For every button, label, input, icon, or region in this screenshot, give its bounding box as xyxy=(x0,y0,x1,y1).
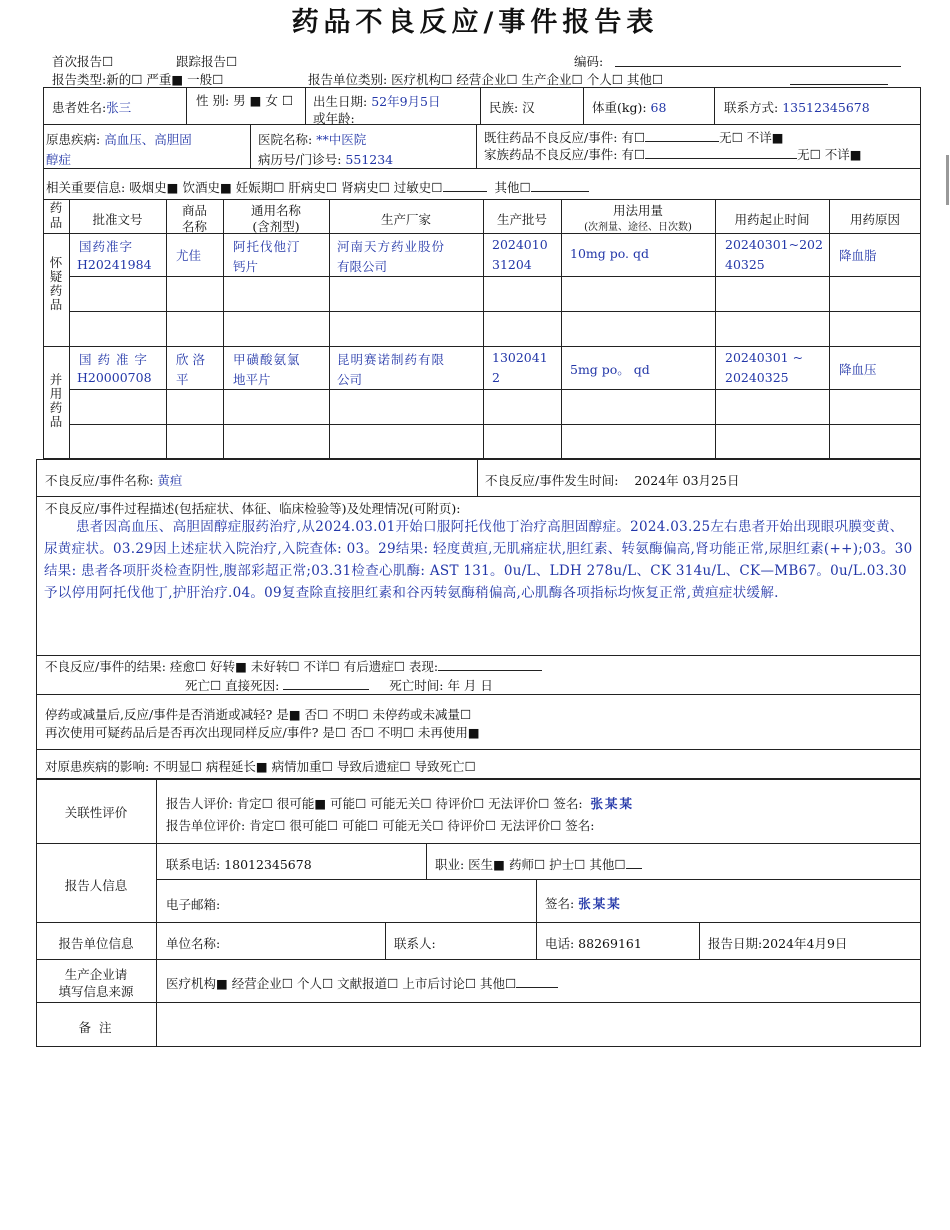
col-usage-2: (次剂量、途径、日次数) xyxy=(584,222,692,233)
dob-label: 出生日期: xyxy=(313,94,368,109)
source-label-2: 填写信息来源 xyxy=(58,984,134,999)
first-report-checkbox[interactable]: 首次报告☐ xyxy=(52,54,114,69)
unit-type[interactable]: 报告单位类别: 医疗机构☐ 经营企业☐ 生产企业☐ 个人☐ 其他☐ xyxy=(308,72,664,87)
weight-label: 体重(kg): xyxy=(592,100,647,115)
adr-time: 2024年 03月25日 xyxy=(634,473,740,488)
conc-usage: 5mg po。 qd xyxy=(570,362,650,377)
suspect-period: 20240301~202 xyxy=(725,237,823,252)
suspect-period-2: 40325 xyxy=(725,257,765,272)
patient-ethnic: 民族: 汉 xyxy=(489,100,535,115)
conc-approval-2: H20000708 xyxy=(77,370,152,385)
death-time: 死亡时间: 年 月 日 xyxy=(389,678,493,693)
disease-label: 原患疾病: xyxy=(46,132,101,147)
suspect-generic: 阿托伐他汀 xyxy=(233,239,301,254)
record-number: 551234 xyxy=(345,152,394,167)
unit-other-underline xyxy=(790,84,888,85)
adr-desc-label: 不良反应/事件过程描述(包括症状、体征、临床检验等)及处理情况(可附页): xyxy=(45,501,461,516)
col-usage: 用法用量 xyxy=(612,203,663,218)
conc-maker-2: 公司 xyxy=(337,372,363,387)
conc-period-2: 20240325 xyxy=(725,370,789,385)
source-label: 生产企业请 xyxy=(64,967,128,982)
reporter-evaluation[interactable]: 报告人评价: 肯定☐ 很可能■ 可能☐ 可能无关☐ 待评价☐ 无法评价☐ 签名: xyxy=(166,796,583,811)
suspect-brand: 尤佳 xyxy=(176,248,202,263)
relevance-label: 关联性评价 xyxy=(64,805,128,820)
disease-value-2: 醇症 xyxy=(46,152,72,167)
adr-time-label: 不良反应/事件发生时间: xyxy=(485,473,619,488)
conc-maker: 昆明赛诺制药有限 xyxy=(337,352,446,367)
suspect-reason: 降血脂 xyxy=(839,248,877,263)
report-type[interactable]: 报告类型:新的☐ 严重■ 一般☐ xyxy=(52,72,224,87)
disease-influence[interactable]: 对原患疾病的影响: 不明显☐ 病程延长■ 病情加重☐ 导致后遗症☐ 导致死亡☐ xyxy=(45,759,476,774)
unit-contact: 联系人: xyxy=(394,936,436,951)
col-brand: 商品 xyxy=(181,203,207,218)
page-title: 药品不良反应/事件报告表 xyxy=(291,7,659,38)
code-underline xyxy=(615,66,901,67)
patient-name: 张三 xyxy=(106,100,132,115)
col-generic: 通用名称 xyxy=(250,203,301,218)
contact-label: 联系方式: xyxy=(724,100,779,115)
patient-weight: 68 xyxy=(650,100,667,115)
suspect-maker: 河南天方药业股份 xyxy=(337,239,446,254)
disease-value: 高血压、高胆固 xyxy=(104,132,192,147)
conc-generic: 甲磺酸氨氯 xyxy=(233,352,301,367)
family-adr[interactable]: 家族药品不良反应/事件: 有☐ xyxy=(484,147,646,162)
suspect-approval-2: H20241984 xyxy=(77,257,152,272)
unit-evaluation[interactable]: 报告单位评价: 肯定☐ 很可能☐ 可能☐ 可能无关☐ 待评价☐ 无法评价☐ 签名: xyxy=(166,818,595,833)
conc-period: 20240301 ~ xyxy=(725,350,804,365)
concomitant-label: 并用药品 xyxy=(49,372,63,429)
conc-brand: 欣 洛 xyxy=(176,352,205,367)
patient-name-label: 患者姓名: xyxy=(52,100,107,115)
suspect-usage: 10mg po. qd xyxy=(570,246,649,261)
conc-reason: 降血压 xyxy=(839,362,877,377)
conc-batch: 1302041 xyxy=(492,350,548,365)
reporter-label: 报告人信息 xyxy=(64,878,128,893)
reporter-job[interactable]: 职业: 医生■ 药师☐ 护士☐ 其他☐ xyxy=(435,857,626,872)
conc-batch-2: 2 xyxy=(492,370,500,385)
conc-approval: 国 药 准 字 xyxy=(79,352,148,367)
col-reason: 用药原因 xyxy=(849,212,900,227)
unit-info-label: 报告单位信息 xyxy=(58,936,134,951)
col-brand-2: 名称 xyxy=(181,219,207,234)
stop-question[interactable]: 停药或减量后,反应/事件是否消逝或减轻? 是■ 否☐ 不明☐ 未停药或未减量☐ xyxy=(45,707,472,722)
source-options[interactable]: 医疗机构■ 经营企业☐ 个人☐ 文献报道☐ 上市后讨论☐ 其他☐ xyxy=(166,976,517,991)
suspect-generic-2: 钙片 xyxy=(233,259,259,274)
remark-label: 备 注 xyxy=(78,1020,114,1035)
reporter-sign-label: 签名: xyxy=(545,896,575,911)
patient-sex[interactable]: 性 别: 男 ■ 女 ☐ xyxy=(196,93,294,108)
relevant-info[interactable]: 相关重要信息: 吸烟史■ 饮酒史■ 妊娠期☐ 肝病史☐ 肾病史☐ 过敏史☐ xyxy=(46,180,443,195)
record-label: 病历号/门诊号: xyxy=(258,152,342,167)
col-period: 用药起止时间 xyxy=(734,212,810,227)
adr-name: 黄疸 xyxy=(157,473,183,488)
report-date: 报告日期:2024年4月9日 xyxy=(708,936,848,951)
history-adr-end[interactable]: 无☐ 不详■ xyxy=(719,130,784,145)
suspect-batch: 2024010 xyxy=(492,237,548,252)
page-edge-marker xyxy=(946,155,949,205)
hospital-label: 医院名称: xyxy=(258,132,313,147)
adr-name-label: 不良反应/事件名称: xyxy=(45,473,154,488)
suspect-batch-2: 31204 xyxy=(492,257,532,272)
patient-dob: 52年9月5日 xyxy=(371,94,441,109)
age-label: 或年龄: xyxy=(313,111,355,126)
history-adr[interactable]: 既往药品不良反应/事件: 有☐ xyxy=(484,130,646,145)
col-batch: 生产批号 xyxy=(496,212,547,227)
relevant-other[interactable]: 其他☐ xyxy=(494,180,531,195)
suspect-label: 怀疑药品 xyxy=(49,255,63,312)
reporter-email: 电子邮箱: xyxy=(166,897,221,912)
conc-brand-2: 平 xyxy=(176,372,189,387)
reporter-evaluation-sign: 张某某 xyxy=(590,796,635,811)
followup-report-checkbox[interactable]: 跟踪报告☐ xyxy=(176,54,238,69)
suspect-maker-2: 有限公司 xyxy=(337,259,388,274)
patient-contact: 13512345678 xyxy=(782,100,870,115)
result-line1[interactable]: 不良反应/事件的结果: 痊愈☐ 好转■ 未好转☐ 不详☐ 有后遗症☐ 表现: xyxy=(45,659,439,674)
family-adr-end[interactable]: 无☐ 不详■ xyxy=(797,147,862,162)
adr-description: 患者因高血压、高胆固醇症服药治疗,从2024.03.01开始口服阿托伐他丁治疗高胆固醇症。2024.03.25左右患者开始出现眼巩膜变黄、尿黄症状。03.29因上述症状入院治疗,入院查体: 03。29结果: 轻度黄疸,无肌痛症状,胆红素、转氨酶偏高,肾功能正常,尿胆红素(++);03。30结果: 患者各项肝炎检查阴性,腹部彩超正常;03.31检查心肌酶: AST 131。0u/L、LDH 278u/L、CK 314u/L、CK—MB67。0u/L.03.30予以停用阿托伐他丁,护肝治疗.04。09复查除直接胆红素和谷丙转氨酶稍偏高,心肌酶各项指标均恢复正常,黄疸症状缓解. xyxy=(44,519,913,601)
reporter-sign: 张某某 xyxy=(578,896,622,911)
rechallenge-question[interactable]: 再次使用可疑药品后是否再次出现同样反应/事件? 是☐ 否☐ 不明☐ 未再使用■ xyxy=(45,725,480,740)
col-generic-2: (含剂型) xyxy=(252,219,300,234)
reporter-phone: 联系电话: 18012345678 xyxy=(166,857,312,872)
col-maker: 生产厂家 xyxy=(380,212,431,227)
unit-name: 单位名称: xyxy=(166,936,221,951)
result-line2[interactable]: 死亡☐ 直接死因: xyxy=(185,678,280,693)
code-label: 编码: xyxy=(574,54,604,69)
unit-phone: 电话: 88269161 xyxy=(545,936,642,951)
col-approval: 批准文号 xyxy=(92,212,143,227)
conc-generic-2: 地平片 xyxy=(233,372,271,387)
col-drug: 药品 xyxy=(49,200,63,230)
suspect-approval: 国药准字 xyxy=(79,239,134,254)
hospital-name: **中医院 xyxy=(316,132,367,147)
